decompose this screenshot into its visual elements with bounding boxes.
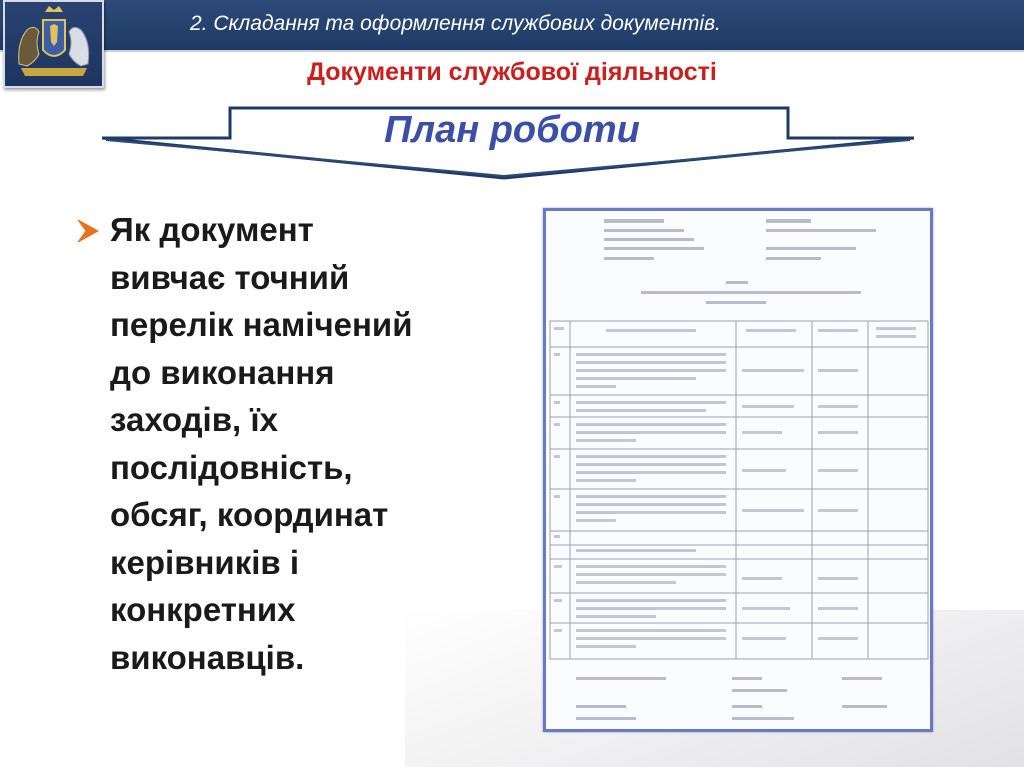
document-sample-icon xyxy=(546,211,930,729)
bullet-text: Як документ вивчає точний перелік намічений до виконання заходів, їх послідовність, обсяг, координат керівників і конкретних виконавців. xyxy=(110,211,413,676)
subheading: Документи службової діяльності xyxy=(307,58,717,86)
top-bar xyxy=(0,0,1024,52)
section-title: 2. Складання та оформлення службових документів. xyxy=(190,12,721,35)
slide-title: План роботи xyxy=(384,109,640,151)
arrow-bullet-icon xyxy=(76,218,100,244)
document-sample-image xyxy=(543,208,933,732)
